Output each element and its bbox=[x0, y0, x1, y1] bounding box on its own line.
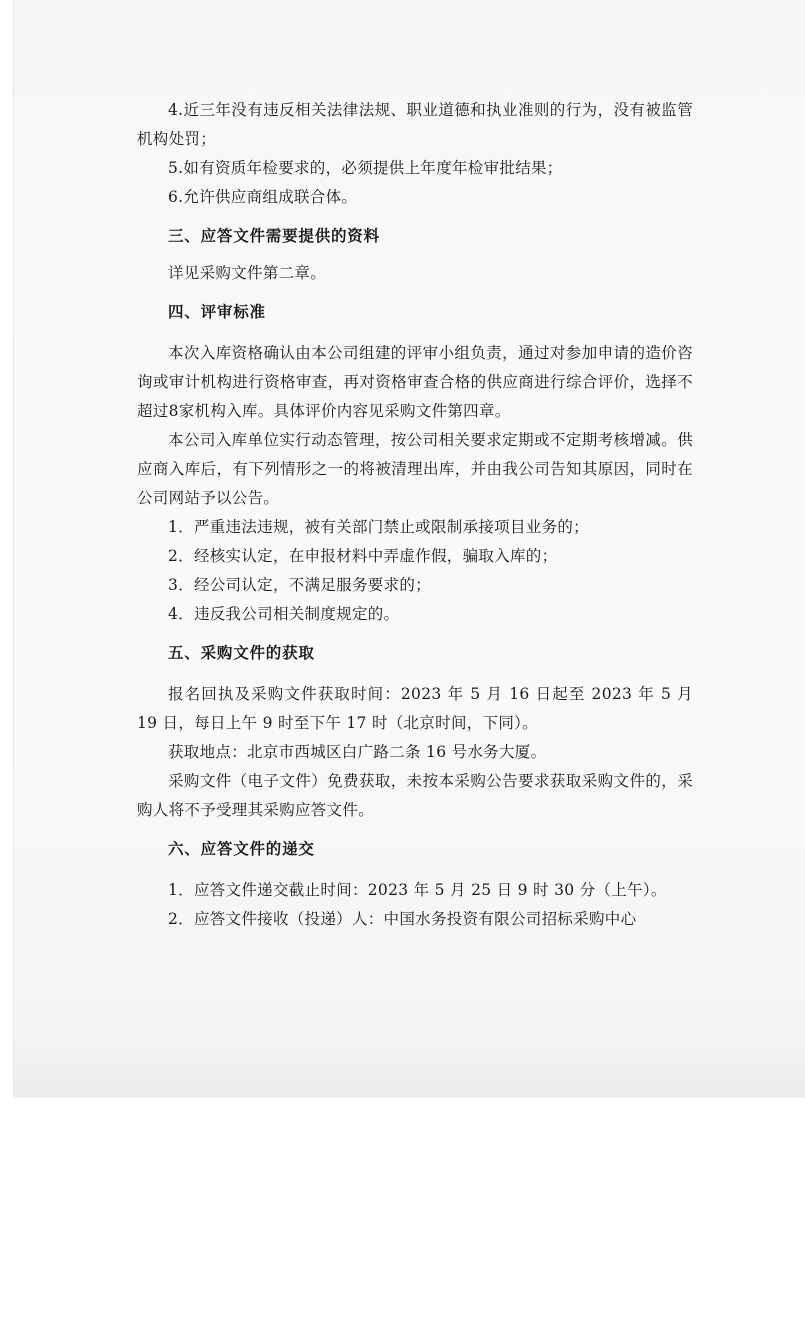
requirement-item-4: 4.近三年没有违反相关法律法规、职业道德和执业准则的行为，没有被监管机构处罚； bbox=[137, 101, 693, 148]
section-6-item-2: 2．应答文件接收（投递）人：中国水务投资有限公司招标采购中心 bbox=[168, 910, 637, 928]
scan-bottom-shadow bbox=[13, 1040, 805, 1098]
requirement-item-6: 6.允许供应商组成联合体。 bbox=[168, 188, 358, 206]
document-body bbox=[137, 96, 693, 934]
section-6-item-1: 1．应答文件递交截止时间：2023 年 5 月 25 日 9 时 30 分（上午）。 bbox=[168, 881, 667, 899]
section-5-paragraph-1: 报名回执及采购文件获取时间：2023 年 5 月 16 日起至 2023 年 5 月 19 日，每日上午 9 时至下午 17 时（北京时间，下同）。 bbox=[137, 685, 693, 732]
section-4-item-1: 1．严重违法违规，被有关部门禁止或限制承接项目业务的； bbox=[168, 518, 589, 536]
requirement-item-5: 5.如有资质年检要求的，必须提供上年度年检审批结果； bbox=[168, 159, 563, 177]
section-5-paragraph-3: 采购文件（电子文件）免费获取，未按本采购公告要求获取采购文件的，采购人将不予受理其采购应答文件。 bbox=[137, 772, 693, 819]
section-4-paragraph-1: 本次入库资格确认由本公司组建的评审小组负责，通过对参加申请的造价咨询或审计机构进行资格审查，再对资格审查合格的供应商进行综合评价，选择不超过8家机构入库。具体评价内容见采购文件第四章。 bbox=[137, 344, 693, 420]
section-4-item-2: 2．经核实认定，在申报材料中弄虚作假，骗取入库的； bbox=[168, 547, 558, 565]
section-4-item-3: 3．经公司认定，不满足服务要求的； bbox=[168, 576, 431, 594]
section-6-heading: 六、应答文件的递交 bbox=[168, 839, 315, 858]
section-4-paragraph-2: 本公司入库单位实行动态管理，按公司相关要求定期或不定期考核增减。供应商入库后，有下列情形之一的将被清理出库，并由我公司告知其原因，同时在公司网站予以公告。 bbox=[137, 431, 693, 507]
section-5-heading: 五、采购文件的获取 bbox=[168, 643, 315, 662]
section-3-text: 详见采购文件第二章。 bbox=[168, 264, 327, 282]
section-3-heading: 三、应答文件需要提供的资料 bbox=[168, 226, 380, 245]
section-4-item-4: 4．违反我公司相关制度规定的。 bbox=[168, 605, 400, 623]
section-4-heading: 四、评审标准 bbox=[168, 302, 266, 321]
section-5-paragraph-2: 获取地点：北京市西城区白广路二条 16 号水务大厦。 bbox=[168, 743, 547, 761]
